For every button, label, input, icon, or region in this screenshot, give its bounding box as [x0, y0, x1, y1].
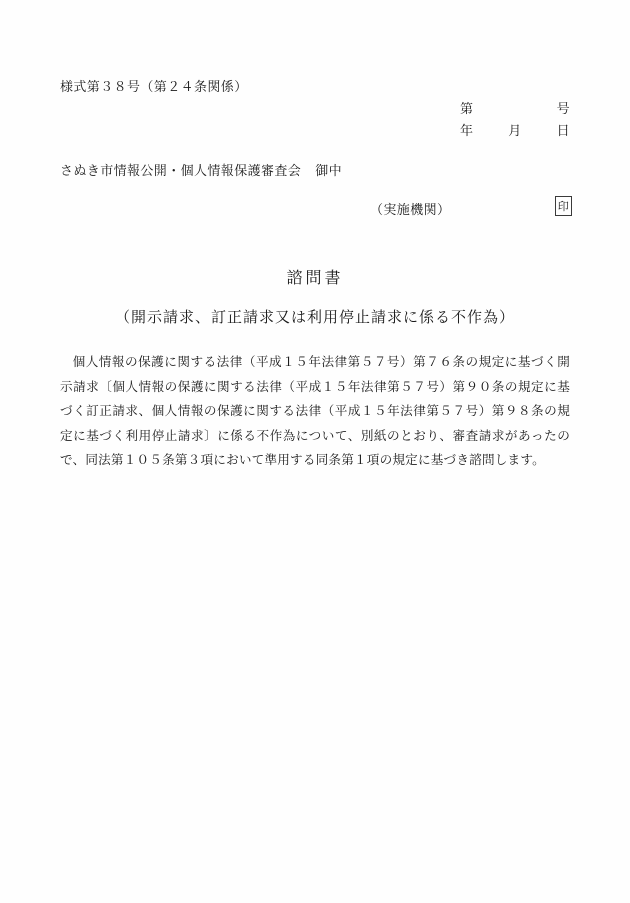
document-number-prefix: 第 — [460, 101, 474, 116]
addressee-honorific: 御中 — [315, 163, 343, 178]
page-subtitle: （開示請求、訂正請求又は利用停止請求に係る不作為） — [114, 310, 515, 326]
agency-label: （実施機関） — [370, 202, 451, 217]
form-number: 様式第３８号（第２４条関係） — [60, 79, 248, 94]
date-year-label: 年 — [460, 123, 474, 138]
document-number-suffix: 号 — [556, 101, 570, 116]
date-month-label: 月 — [508, 123, 522, 138]
addressee-name: さぬき市情報公開・個人情報保護審査会 — [60, 163, 302, 178]
document-number-block — [460, 98, 570, 142]
document-date-row — [460, 120, 570, 142]
page-title: 諮問書 — [286, 270, 344, 287]
body-paragraph: 個人情報の保護に関する法律（平成１５年法律第５７号）第７６条の規定に基づく開示請求〔個人情報の保護に関する法律（平成１５年法律第５７号）第９０条の規定に基づく訂正請求、個人情報の保護に関する法律（平成１５年法律第５７号）第９８条の規定に基づく利用停止請求〕に係る不作為について、別紙のとおり、審査請求があったので、同法第１０５条第３項において準用する同条第１項の規定に基づき諮問します。 — [60, 355, 570, 467]
addressee — [60, 160, 342, 179]
seal-stamp-box: 印 — [555, 196, 572, 216]
date-day-label: 日 — [556, 123, 570, 138]
document-number-row — [460, 98, 570, 120]
